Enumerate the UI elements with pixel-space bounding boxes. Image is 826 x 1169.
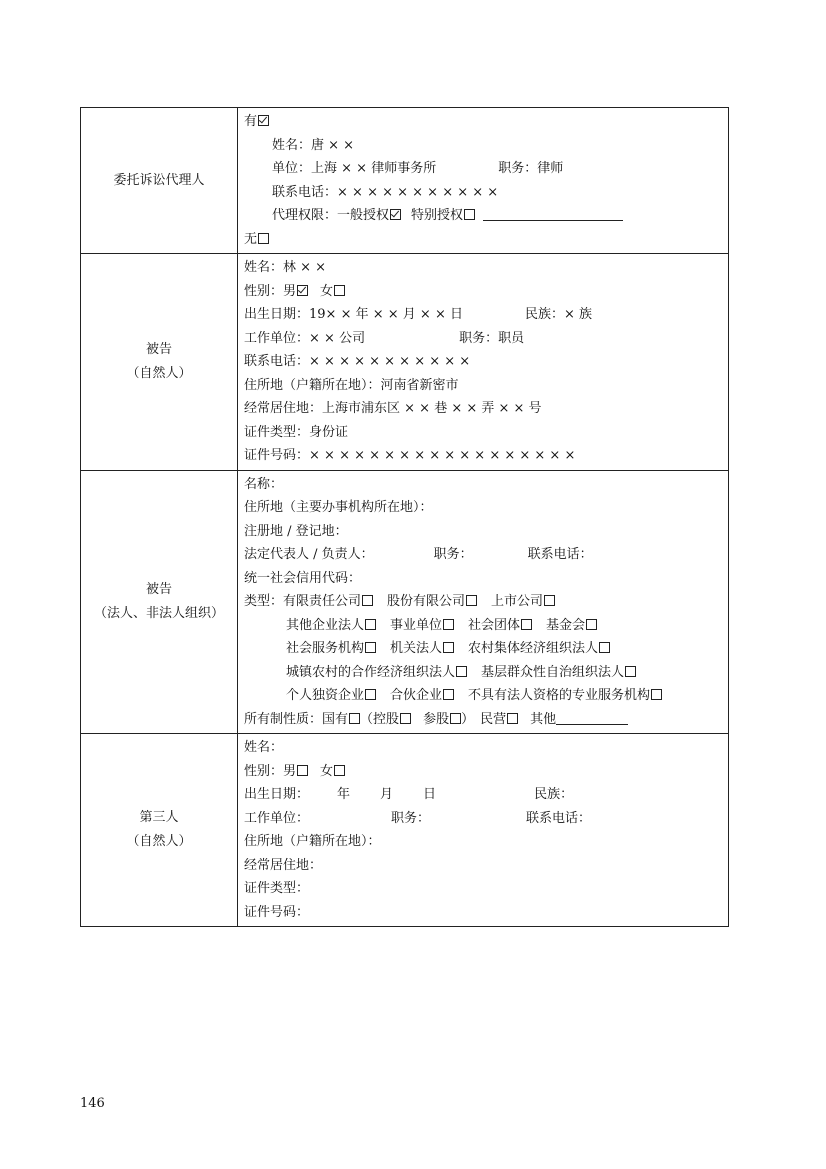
agent-content bbox=[238, 108, 729, 254]
dp-id-type-line: 证件类型：身份证 bbox=[244, 424, 349, 440]
type-llc-checkbox[interactable] bbox=[362, 595, 373, 606]
type-cooperative-checkbox[interactable] bbox=[456, 666, 467, 677]
do-address-line: 住所地（主要办事机构所在地）： bbox=[244, 500, 433, 515]
dp-name-line: 姓名：林 × × bbox=[244, 260, 327, 275]
own-holding-checkbox[interactable] bbox=[400, 713, 411, 724]
do-name-line: 名称： bbox=[244, 476, 284, 492]
dp-domicile-line: 住所地（户籍所在地）：河南省新密市 bbox=[244, 377, 459, 393]
tp-id-type-line: 证件类型： bbox=[244, 881, 310, 896]
own-state-checkbox[interactable] bbox=[349, 713, 360, 724]
type-rural-collective-checkbox[interactable] bbox=[599, 642, 610, 653]
tp-female-checkbox[interactable] bbox=[334, 765, 345, 776]
agent-name-line: 姓名：唐 × × bbox=[272, 137, 355, 153]
defendant-org-section bbox=[81, 470, 729, 734]
agent-post-value: 律师 bbox=[537, 161, 564, 176]
third-party-content bbox=[238, 734, 729, 927]
dp-id-no-line: 证件号码：× × × × × × × × × × × × × × × × × × bbox=[244, 448, 576, 463]
complaint-form-table bbox=[80, 107, 729, 927]
do-credit-line: 统一社会信用代码： bbox=[244, 570, 362, 586]
tp-male-checkbox[interactable] bbox=[297, 765, 308, 776]
agent-phone-line: 联系电话：× × × × × × × × × × × bbox=[272, 184, 499, 200]
agent-none-checkbox[interactable] bbox=[258, 233, 269, 244]
do-rep-line: 法定代表人 / 负责人： 职务： 联系电话： bbox=[244, 547, 593, 562]
agent-section bbox=[81, 108, 729, 254]
defendant-person-section bbox=[81, 254, 729, 471]
tp-name-line: 姓名： bbox=[244, 740, 284, 755]
tp-birth-line: 出生日期： 年 月 日 民族： bbox=[244, 787, 574, 802]
dp-birth-line: 出生日期：19× × 年 × × 月 × × 日 民族：× 族 bbox=[244, 307, 593, 322]
agent-name-value: 唐 × × bbox=[311, 137, 355, 153]
do-type-line-3: 社会服务机构 机关法人 农村集体经济组织法人 bbox=[244, 637, 728, 661]
own-private-checkbox[interactable] bbox=[507, 713, 518, 724]
type-self-governing-checkbox[interactable] bbox=[625, 666, 636, 677]
type-sole-proprietorship-checkbox[interactable] bbox=[365, 689, 376, 700]
do-ownership-line: 所有制性质：国有 （控股 参股 ） 民营 其他 bbox=[244, 708, 728, 732]
own-share-checkbox[interactable] bbox=[450, 713, 461, 724]
third-party-section bbox=[81, 734, 729, 927]
do-type-line-1: 类型：有限责任公司 股份有限公司 上市公司 bbox=[244, 590, 728, 614]
type-public-institution-checkbox[interactable] bbox=[443, 619, 454, 630]
defendant-org-label: 被告 （法人、非法人组织） bbox=[81, 470, 238, 734]
dp-female-checkbox[interactable] bbox=[334, 285, 345, 296]
type-social-group-checkbox[interactable] bbox=[521, 619, 532, 630]
tp-gender-line: 性别：男 女 bbox=[244, 760, 728, 784]
type-non-legal-service-checkbox[interactable] bbox=[651, 689, 662, 700]
auth-special-underline[interactable] bbox=[483, 206, 623, 221]
defendant-org-content bbox=[238, 470, 729, 734]
own-other-underline[interactable] bbox=[556, 710, 628, 725]
defendant-person-label: 被告 （自然人） bbox=[81, 254, 238, 471]
tp-work-line: 工作单位： 职务： 联系电话： bbox=[244, 810, 592, 826]
type-social-service-checkbox[interactable] bbox=[365, 642, 376, 653]
do-type-line-2: 其他企业法人 事业单位 社会团体 基金会 bbox=[244, 614, 728, 638]
agent-none-line: 无 bbox=[244, 228, 728, 252]
dp-gender-line: 性别：男 女 bbox=[244, 280, 728, 304]
type-listed-checkbox[interactable] bbox=[544, 595, 555, 606]
do-type-line-5: 个人独资企业 合伙企业 不具有法人资格的专业服务机构 bbox=[244, 684, 728, 708]
type-other-enterprise-checkbox[interactable] bbox=[365, 619, 376, 630]
tp-domicile-line: 住所地（户籍所在地）： bbox=[244, 834, 381, 849]
agent-unit-line: 单位：上海 × × 律师事务所 职务：律师 bbox=[272, 161, 564, 176]
tp-residence-line: 经常居住地： bbox=[244, 857, 323, 873]
tp-id-no-line: 证件号码： bbox=[244, 904, 310, 920]
defendant-person-content bbox=[238, 254, 729, 471]
agent-label: 委托诉讼代理人 bbox=[81, 108, 238, 254]
agent-has-checkbox[interactable] bbox=[258, 115, 269, 126]
auth-general-checkbox[interactable] bbox=[390, 209, 401, 220]
dp-residence-line: 经常居住地：上海市浦东区 × × 巷 × × 弄 × × 号 bbox=[244, 401, 542, 416]
do-reg-line: 注册地 / 登记地： bbox=[244, 523, 348, 539]
auth-special-checkbox[interactable] bbox=[464, 209, 475, 220]
dp-work-line: 工作单位：× × 公司 职务：职员 bbox=[244, 330, 525, 346]
third-party-label: 第三人 （自然人） bbox=[81, 734, 238, 927]
do-type-line-4: 城镇农村的合作经济组织法人 基层群众性自治组织法人 bbox=[244, 661, 728, 685]
dp-male-checkbox[interactable] bbox=[297, 285, 308, 296]
dp-phone-line: 联系电话：× × × × × × × × × × × bbox=[244, 354, 471, 369]
type-partnership-checkbox[interactable] bbox=[443, 689, 454, 700]
agent-phone-value: × × × × × × × × × × × bbox=[337, 184, 499, 200]
type-government-checkbox[interactable] bbox=[443, 642, 454, 653]
agent-has-line: 有 bbox=[244, 110, 728, 134]
agent-auth-line: 代理权限：一般授权 特别授权 bbox=[244, 204, 728, 228]
type-joint-stock-checkbox[interactable] bbox=[466, 595, 477, 606]
agent-unit-value: 上海 × × 律师事务所 bbox=[311, 161, 437, 176]
type-foundation-checkbox[interactable] bbox=[586, 619, 597, 630]
page-number: 146 bbox=[80, 1096, 105, 1111]
